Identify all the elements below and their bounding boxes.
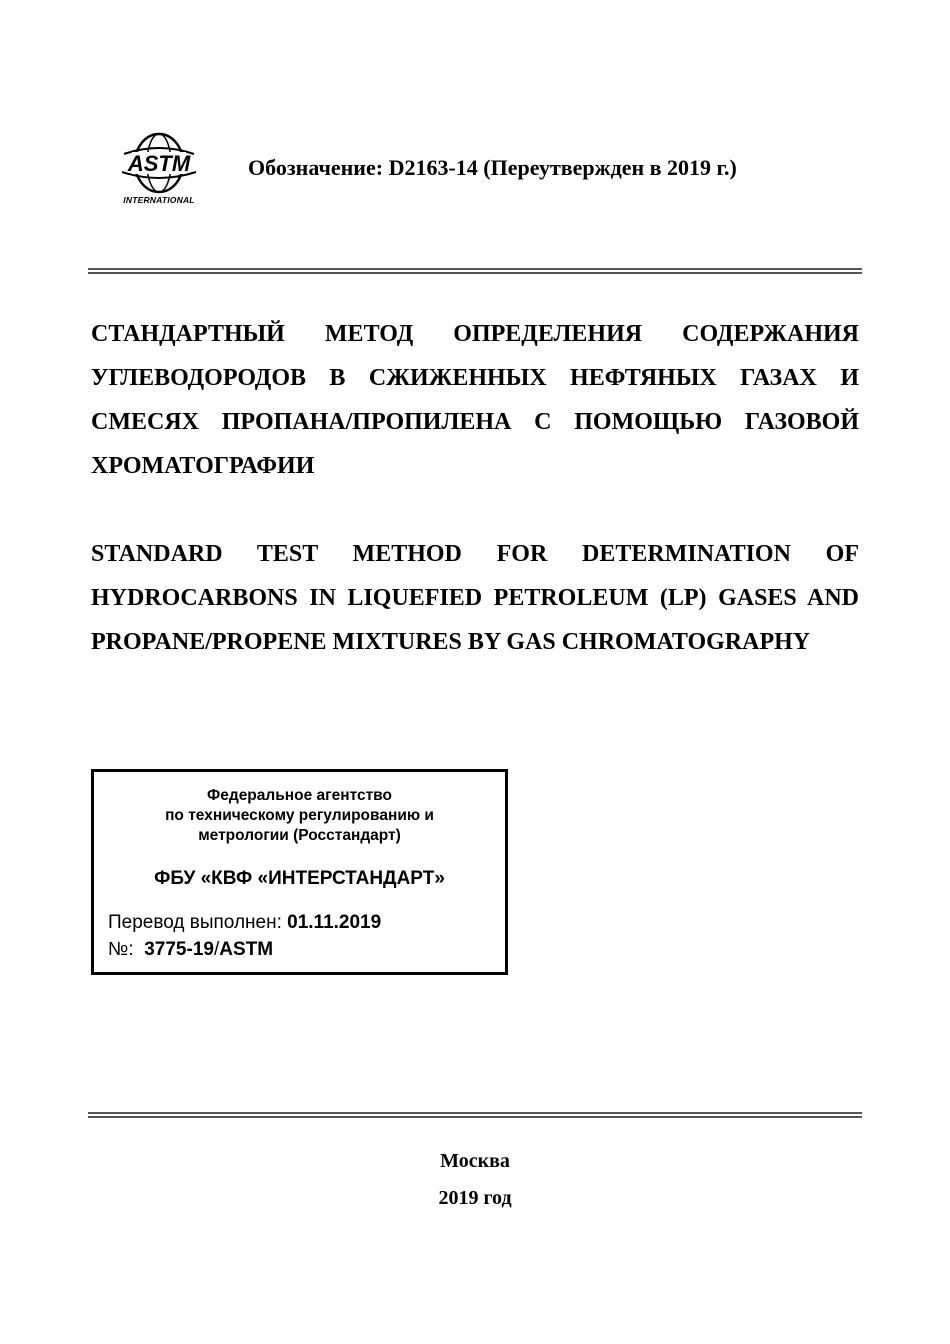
organization-name: ФБУ «КВФ «ИНТЕРСТАНДАРТ» bbox=[154, 868, 445, 889]
number-slash: / bbox=[213, 939, 220, 960]
bottom-divider bbox=[88, 1112, 862, 1118]
year: 2019 год bbox=[438, 1187, 512, 1209]
title-russian: СТАНДАРТНЫЙ МЕТОД ОПРЕДЕЛЕНИЯ СОДЕРЖАНИЯ УГЛЕВОДОРОДОВ В СЖИЖЕННЫХ НЕФТЯНЫХ ГАЗАХ И СМЕСЯХ ПРОПАНА/ПРОПИЛЕНА С ПОМОЩЬЮ ГАЗОВОЙ ХРОМАТОГРАФИИ bbox=[91, 321, 859, 479]
translation-number-line bbox=[108, 939, 273, 961]
translation-date-line bbox=[108, 912, 381, 934]
number-value: 3775-19 bbox=[144, 939, 214, 960]
astm-globe-icon bbox=[116, 132, 202, 194]
logo-caption: INTERNATIONAL bbox=[123, 195, 195, 205]
translated-date: 01.11.2019 bbox=[287, 912, 382, 933]
agency-line: Федеральное агентство bbox=[207, 787, 392, 804]
translation-stamp bbox=[91, 769, 508, 975]
astm-logo bbox=[116, 132, 202, 208]
designation-heading: Обозначение: D2163-14 (Переутвержден в 2019 г.) bbox=[248, 155, 737, 180]
translated-label: Перевод выполнен: bbox=[108, 912, 282, 933]
title-english: STANDARD TEST METHOD FOR DETERMINATION OF HYDROCARBONS IN LIQUEFIED PETROLEUM (LP) GASES AND PROPANE/PROPENE MIXTURES BY GAS CHROMATOGRAPHY bbox=[91, 541, 859, 655]
agency-line: по техническому регулированию и bbox=[165, 807, 434, 824]
number-suffix: ASTM bbox=[219, 939, 274, 960]
agency-block bbox=[94, 786, 505, 846]
svg-text:ASTM: ASTM bbox=[127, 151, 191, 176]
city: Москва bbox=[440, 1150, 510, 1172]
agency-line: метрологии (Росстандарт) bbox=[198, 827, 401, 844]
top-divider bbox=[88, 268, 862, 274]
number-label: №: bbox=[108, 939, 134, 960]
